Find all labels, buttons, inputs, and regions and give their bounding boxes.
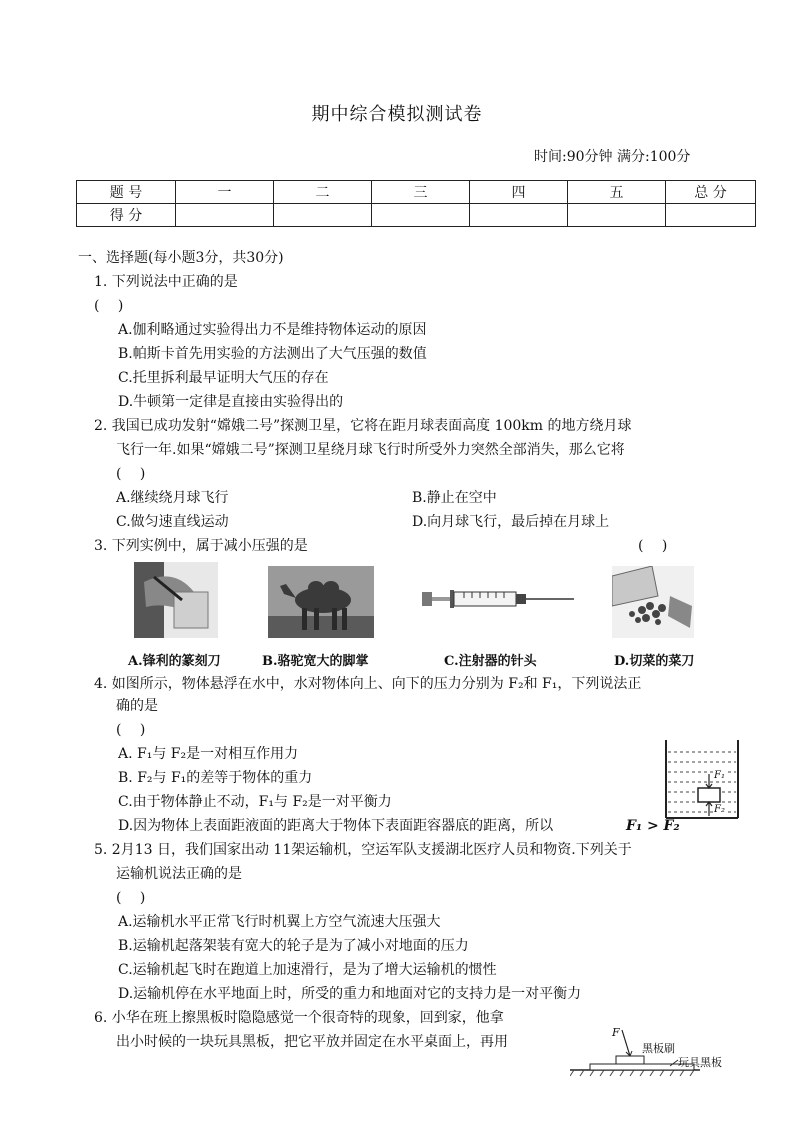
- section-heading: 一、选择题(每小题3分，共30分): [78, 250, 284, 266]
- score-input-cell: [274, 204, 372, 227]
- syringe-image: [420, 584, 576, 614]
- q3-bracket: ( ): [638, 538, 668, 554]
- q6-stem-line1: 6. 小华在班上擦黑板时隐隐感觉一个很奇特的现象，回到家，他拿: [94, 1010, 504, 1026]
- score-input-cell: [470, 204, 568, 227]
- q4-option-d-formula: F₁ > F₂: [626, 818, 680, 834]
- q4-option-b: B. F₂与 F₁的差等于物体的重力: [118, 770, 313, 786]
- q5-option-c: C.运输机起飞时在跑道上加速滑行，是为了增大运输机的惯性: [118, 962, 497, 978]
- q5-option-d: D.运输机停在水平地面上时，所受的重力和地面对它的支持力是一对平衡力: [118, 986, 582, 1002]
- q4-option-a: A. F₁与 F₂是一对相互作用力: [118, 746, 299, 762]
- score-table: [76, 180, 756, 227]
- page-title: 期中综合模拟测试卷: [311, 104, 483, 125]
- q2-option-b: B.静止在空中: [412, 490, 497, 506]
- force-label-f1: F₁: [714, 770, 725, 781]
- kitchen-knife-image: [612, 566, 694, 638]
- q4-option-d: D.因为物体上表面距液面的距离大于物体下表面距容器底的距离，所以: [118, 818, 554, 834]
- table-cell: 一: [176, 181, 274, 204]
- score-input-cell: [568, 204, 666, 227]
- q2-option-d: D.向月球飞行，最后掉在月球上: [412, 514, 610, 530]
- q1-bracket: ( ): [94, 298, 124, 314]
- force-label-f2: F₂: [714, 804, 725, 815]
- q3-caption-c: C.注射器的针头: [444, 654, 537, 669]
- table-cell: 五: [568, 181, 666, 204]
- carving-knife-image: [134, 562, 218, 638]
- force-label-f: F: [612, 1026, 620, 1039]
- camel-image: [268, 566, 374, 638]
- q5-stem-line2: 运输机说法正确的是: [116, 866, 242, 882]
- q2-stem-line2: 飞行一年.如果“嫦娥二号”探测卫星绕月球飞行时所受外力突然全部消失，那么它将: [116, 442, 625, 458]
- q1-option-c: C.托里拆利最早证明大气压的存在: [118, 370, 329, 386]
- q3-stem: 3. 下列实例中，属于减小压强的是: [94, 538, 308, 554]
- q3-caption-b: B.骆驼宽大的脚掌: [262, 654, 369, 669]
- table-cell: 二: [274, 181, 372, 204]
- score-input-cell: [666, 204, 756, 227]
- table-cell: 题 号: [77, 181, 176, 204]
- q1-option-a: A.伽利略通过实验得出力不是维持物体运动的原因: [118, 322, 427, 338]
- q5-option-a: A.运输机水平正常飞行时机翼上方空气流速大压强大: [118, 914, 441, 930]
- score-input-cell: [372, 204, 470, 227]
- q1-option-b: B.帕斯卡首先用实验的方法测出了大气压强的数值: [118, 346, 427, 362]
- table-cell: 三: [372, 181, 470, 204]
- score-input-cell: [176, 204, 274, 227]
- q2-bracket: ( ): [116, 466, 146, 482]
- toy-blackboard-label: 玩具黑板: [678, 1056, 722, 1069]
- q2-option-c: C.做匀速直线运动: [116, 514, 229, 530]
- q6-stem-line2: 出小时候的一块玩具黑板，把它平放并固定在水平桌面上，再用: [116, 1034, 508, 1050]
- table-cell: 四: [470, 181, 568, 204]
- time-info: 时间:90分钟 满分:100分: [534, 149, 691, 165]
- q4-stem-line2: 确的是: [116, 698, 158, 714]
- q2-option-a: A.继续绕月球飞行: [116, 490, 229, 506]
- brush-label: 黑板刷: [642, 1042, 675, 1055]
- q5-bracket: ( ): [116, 890, 146, 906]
- q3-caption-d: D.切菜的菜刀: [614, 654, 695, 669]
- blackboard-figure: [570, 1026, 740, 1078]
- q5-stem-line1: 5. 2月13 日，我们国家出动 11架运输机，空运军队支援湖北医疗人员和物资.下列关于: [94, 842, 632, 858]
- q1-option-d: D.牛顿第一定律是直接由实验得出的: [118, 394, 344, 410]
- suspended-object-figure: [664, 740, 740, 820]
- q4-stem-line1: 4. 如图所示，物体悬浮在水中，水对物体向上、向下的压力分别为 F₂和 F₁，下列说法正: [94, 676, 642, 692]
- score-table-header-row: [77, 181, 756, 204]
- q4-bracket: ( ): [116, 722, 146, 738]
- q3-caption-a: A.锋利的篆刻刀: [128, 654, 221, 669]
- q4-option-c: C.由于物体静止不动，F₁与 F₂是一对平衡力: [118, 794, 392, 810]
- score-table-score-row: [77, 204, 756, 227]
- table-cell: 得 分: [77, 204, 176, 227]
- table-cell: 总 分: [666, 181, 756, 204]
- q5-option-b: B.运输机起落架装有宽大的轮子是为了减小对地面的压力: [118, 938, 469, 954]
- q1-stem: 1. 下列说法中正确的是: [94, 274, 238, 290]
- q2-stem-line1: 2. 我国已成功发射“嫦娥二号”探测卫星，它将在距月球表面高度 100km 的地方绕月球: [94, 418, 632, 434]
